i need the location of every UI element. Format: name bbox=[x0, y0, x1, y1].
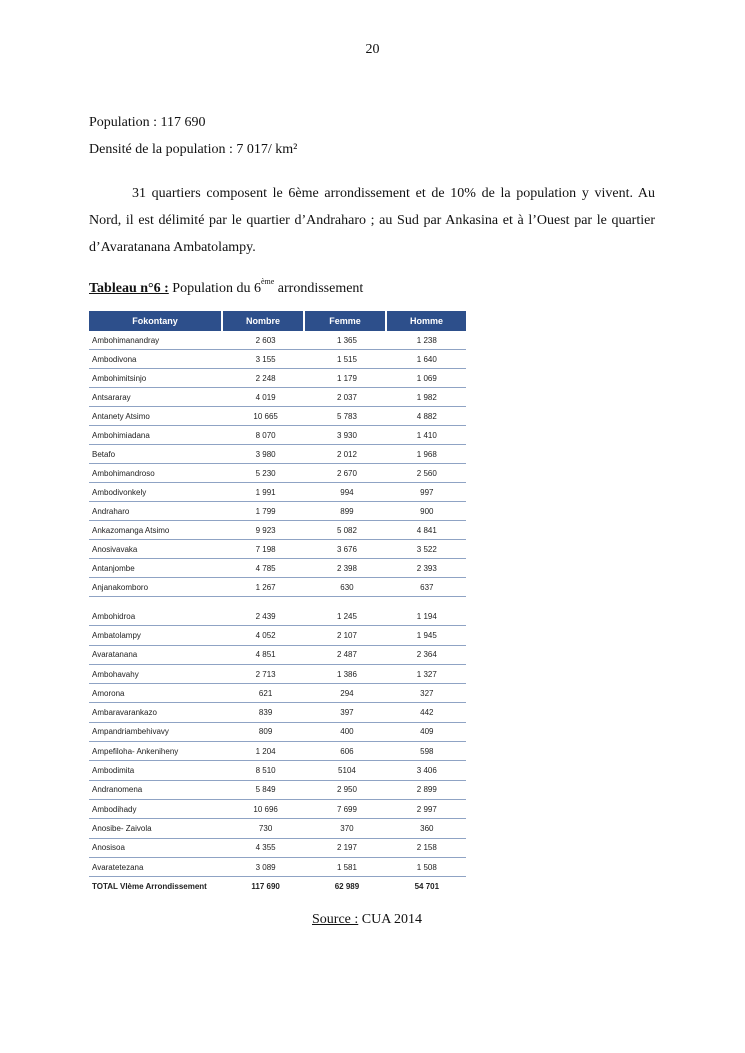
row-homme: 1 640 bbox=[416, 354, 437, 364]
row-nombre: 621 bbox=[258, 688, 273, 698]
row-homme: 327 bbox=[420, 688, 434, 698]
table-row bbox=[89, 781, 466, 800]
row-femme: 2 197 bbox=[336, 843, 357, 853]
total-label: TOTAL VIème Arrondissement bbox=[92, 882, 207, 892]
row-femme: 994 bbox=[340, 487, 354, 497]
row-fokontany: Ankazomanga Atsimo bbox=[92, 525, 170, 535]
row-homme: 1 982 bbox=[416, 392, 437, 402]
row-femme: 1 386 bbox=[336, 669, 357, 679]
table-row bbox=[89, 483, 466, 502]
row-fokontany: Avaratetezana bbox=[92, 862, 144, 872]
table-row bbox=[89, 369, 466, 388]
caption-superscript: ème bbox=[260, 277, 275, 286]
row-nombre: 3 155 bbox=[255, 354, 276, 364]
row-fokontany: Ambodimita bbox=[92, 766, 135, 776]
table-row bbox=[89, 819, 466, 838]
total-homme: 54 701 bbox=[414, 882, 440, 892]
row-fokontany: Anosibe- Zaivola bbox=[92, 823, 152, 833]
row-nombre: 2 603 bbox=[255, 335, 276, 345]
row-nombre: 2 439 bbox=[255, 611, 276, 621]
caption-label: Tableau n°6 : bbox=[89, 281, 169, 296]
row-homme: 1 945 bbox=[416, 630, 437, 640]
source-note bbox=[312, 912, 422, 928]
row-homme: 1 327 bbox=[416, 669, 437, 679]
table-row bbox=[89, 445, 466, 464]
row-homme: 2 560 bbox=[416, 468, 437, 478]
row-homme: 2 899 bbox=[416, 785, 437, 795]
row-nombre: 809 bbox=[258, 727, 273, 737]
row-femme: 1 245 bbox=[336, 611, 357, 621]
table-body-b bbox=[89, 607, 466, 877]
row-nombre: 2 713 bbox=[255, 669, 276, 679]
table-row bbox=[89, 839, 466, 858]
row-femme: 1 515 bbox=[336, 354, 357, 364]
row-femme: 370 bbox=[340, 823, 354, 833]
row-femme: 1 179 bbox=[336, 373, 357, 383]
row-homme: 900 bbox=[420, 506, 434, 516]
table-row bbox=[89, 521, 466, 540]
table-row bbox=[89, 559, 466, 578]
row-fokontany: Ambaravarankazo bbox=[92, 708, 157, 718]
row-femme: 2 487 bbox=[336, 650, 357, 660]
table-row bbox=[89, 684, 466, 703]
row-fokontany: Anjanakomboro bbox=[92, 582, 149, 592]
row-nombre: 1 991 bbox=[255, 487, 276, 497]
row-femme: 2 012 bbox=[336, 449, 357, 459]
row-nombre: 7 198 bbox=[255, 544, 276, 554]
table-row bbox=[89, 626, 466, 645]
row-femme: 400 bbox=[340, 727, 354, 737]
header-nombre: Nombre bbox=[223, 311, 305, 331]
row-nombre: 1 204 bbox=[255, 746, 276, 756]
row-fokontany: Avaratanana bbox=[92, 650, 138, 660]
row-homme: 4 841 bbox=[416, 525, 437, 535]
row-fokontany: Ambodihady bbox=[92, 804, 137, 814]
row-nombre: 9 923 bbox=[255, 525, 276, 535]
row-femme: 630 bbox=[340, 582, 354, 592]
row-fokontany: Amorona bbox=[92, 688, 125, 698]
row-fokontany: Ambohimiadana bbox=[92, 430, 150, 440]
row-femme: 899 bbox=[340, 506, 354, 516]
row-fokontany: Ambatolampy bbox=[92, 630, 141, 640]
header-femme: Femme bbox=[305, 311, 387, 331]
row-femme: 7 699 bbox=[336, 804, 357, 814]
row-homme: 997 bbox=[420, 487, 434, 497]
row-homme: 3 522 bbox=[416, 544, 437, 554]
row-nombre: 8 510 bbox=[255, 766, 276, 776]
row-nombre: 4 019 bbox=[255, 392, 276, 402]
table-row bbox=[89, 703, 466, 722]
row-homme: 360 bbox=[420, 823, 434, 833]
row-femme: 2 670 bbox=[336, 468, 357, 478]
row-fokontany: Ambohavahy bbox=[92, 669, 139, 679]
row-nombre: 4 851 bbox=[255, 650, 276, 660]
row-homme: 4 882 bbox=[416, 411, 437, 421]
row-fokontany: Ambodivona bbox=[92, 354, 137, 364]
table-row bbox=[89, 331, 466, 350]
row-homme: 1 410 bbox=[416, 430, 437, 440]
row-fokontany: Ambohimitsinjo bbox=[92, 373, 147, 383]
row-nombre: 730 bbox=[258, 823, 273, 833]
row-fokontany: Ampefiloha- Ankeniheny bbox=[92, 746, 179, 756]
population-line: Population : 117 690 bbox=[89, 115, 206, 130]
row-femme: 2 107 bbox=[336, 630, 357, 640]
description-paragraph: 31 quartiers composent le 6ème arrondissement et de 10% de la population y vivent. Au Nord, il est délimité par le quartier d’Andraharo ; au Sud par Ankasina et à l’Ouest par le quartier d’Avaratanana Ambatolampy. bbox=[89, 186, 655, 255]
row-homme: 409 bbox=[420, 727, 434, 737]
row-nombre: 2 248 bbox=[255, 373, 276, 383]
row-femme: 294 bbox=[340, 688, 354, 698]
total-nombre: 117 690 bbox=[251, 882, 280, 892]
table-header bbox=[89, 311, 466, 331]
table-caption bbox=[89, 277, 363, 297]
total-femme: 62 989 bbox=[334, 882, 360, 892]
row-femme: 5 082 bbox=[336, 525, 357, 535]
caption-text: Population du 6 bbox=[168, 281, 261, 296]
row-nombre: 1 799 bbox=[255, 506, 276, 516]
table-row bbox=[89, 646, 466, 665]
row-fokontany: Ambohidroa bbox=[92, 611, 136, 621]
row-femme: 1 581 bbox=[336, 862, 357, 872]
row-homme: 3 406 bbox=[416, 766, 437, 776]
row-femme: 5 783 bbox=[336, 411, 357, 421]
table-row bbox=[89, 858, 466, 877]
row-homme: 2 393 bbox=[416, 563, 437, 573]
row-fokontany: Antsararay bbox=[92, 392, 131, 402]
row-fokontany: Antanety Atsimo bbox=[92, 411, 150, 421]
row-femme: 5104 bbox=[338, 766, 356, 776]
source-label: Source : bbox=[312, 912, 359, 927]
row-nombre: 4 052 bbox=[255, 630, 276, 640]
row-homme: 1 968 bbox=[416, 449, 437, 459]
caption-text-end: arrondissement bbox=[274, 281, 364, 296]
row-nombre: 4 355 bbox=[255, 843, 276, 853]
row-homme: 2 158 bbox=[416, 843, 437, 853]
row-homme: 637 bbox=[420, 582, 434, 592]
density-line: Densité de la population : 7 017/ km² bbox=[89, 142, 298, 157]
row-homme: 442 bbox=[420, 708, 434, 718]
row-femme: 2 950 bbox=[336, 785, 357, 795]
row-nombre: 8 070 bbox=[255, 430, 276, 440]
row-femme: 397 bbox=[340, 708, 354, 718]
table-gap bbox=[89, 597, 466, 607]
row-homme: 1 238 bbox=[416, 335, 437, 345]
row-femme: 1 365 bbox=[336, 335, 357, 345]
row-fokontany: Andranomena bbox=[92, 785, 143, 795]
row-fokontany: Ambohimandroso bbox=[92, 468, 155, 478]
table-row bbox=[89, 723, 466, 742]
row-femme: 3 930 bbox=[336, 430, 357, 440]
header-fokontany: Fokontany bbox=[89, 311, 223, 331]
table-row bbox=[89, 800, 466, 819]
row-nombre: 5 849 bbox=[255, 785, 276, 795]
row-homme: 1 069 bbox=[416, 373, 437, 383]
table-row bbox=[89, 607, 466, 626]
row-nombre: 3 089 bbox=[255, 862, 276, 872]
row-femme: 3 676 bbox=[336, 544, 357, 554]
row-fokontany: Betafo bbox=[92, 449, 116, 459]
row-homme: 598 bbox=[420, 746, 434, 756]
table-row bbox=[89, 350, 466, 369]
table-row bbox=[89, 464, 466, 483]
row-femme: 2 398 bbox=[336, 563, 357, 573]
table-row bbox=[89, 540, 466, 559]
table-row bbox=[89, 761, 466, 780]
row-fokontany: Andraharo bbox=[92, 506, 130, 516]
table-total-row bbox=[89, 877, 466, 896]
row-fokontany: Ambodivonkely bbox=[92, 487, 147, 497]
row-nombre: 10 696 bbox=[253, 804, 278, 814]
row-nombre: 839 bbox=[258, 708, 273, 718]
page-number: 20 bbox=[365, 42, 380, 57]
table-body-a bbox=[89, 331, 466, 597]
row-homme: 1 194 bbox=[416, 611, 437, 621]
row-nombre: 5 230 bbox=[255, 468, 276, 478]
row-fokontany: Anosivavaka bbox=[92, 544, 138, 554]
table-row bbox=[89, 426, 466, 445]
table-row bbox=[89, 407, 466, 426]
table-row bbox=[89, 388, 466, 407]
row-nombre: 3 980 bbox=[255, 449, 276, 459]
row-homme: 1 508 bbox=[416, 862, 437, 872]
population-table bbox=[89, 311, 466, 896]
table-row bbox=[89, 742, 466, 761]
row-fokontany: Ampandriambehivavy bbox=[92, 727, 169, 737]
row-homme: 2 997 bbox=[416, 804, 437, 814]
header-homme: Homme bbox=[409, 316, 443, 326]
row-fokontany: Ambohimanandray bbox=[92, 335, 160, 345]
source-text: CUA 2014 bbox=[358, 912, 423, 927]
table-row bbox=[89, 578, 466, 597]
row-femme: 2 037 bbox=[336, 392, 357, 402]
row-nombre: 4 785 bbox=[255, 563, 276, 573]
table-row bbox=[89, 665, 466, 684]
row-homme: 2 364 bbox=[416, 650, 437, 660]
row-nombre: 10 665 bbox=[253, 411, 278, 421]
row-fokontany: Antanjombe bbox=[92, 563, 135, 573]
row-femme: 606 bbox=[340, 746, 354, 756]
table-row bbox=[89, 502, 466, 521]
row-fokontany: Anosisoa bbox=[92, 843, 125, 853]
row-nombre: 1 267 bbox=[255, 582, 276, 592]
